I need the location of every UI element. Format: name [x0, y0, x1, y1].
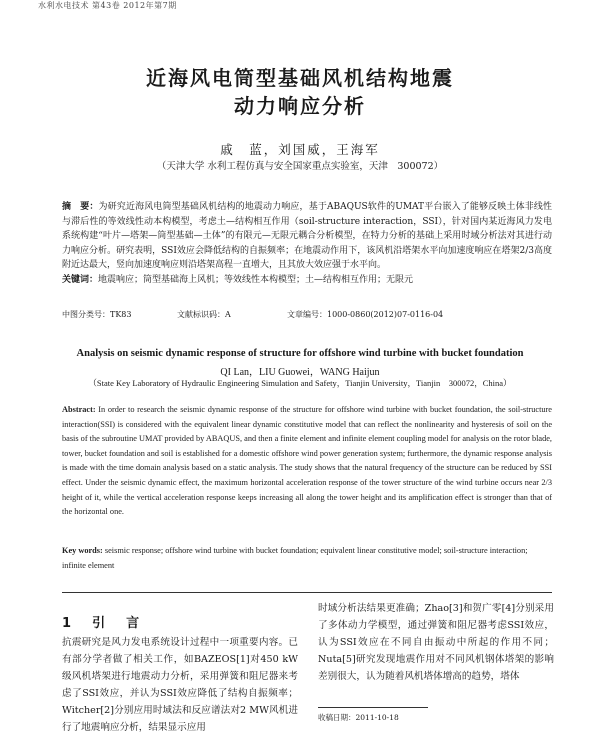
abstract-en-label: Abstract: — [62, 405, 96, 414]
footnote-received: 收稿日期：2011-10-18 — [318, 713, 399, 722]
document-code: 文献标识码：A — [177, 310, 231, 319]
keywords-cn-label: 关键词： — [62, 274, 99, 285]
paper-title-line2: 动力响应分析 — [234, 94, 366, 118]
keywords-en — [62, 544, 552, 573]
section-divider — [62, 592, 552, 593]
keywords-en-label: Key words: — [62, 546, 103, 555]
body-column-right: 时域分析法结果更准确；Zhao[3]和贺广零[4]分别采用了多体动力学模型，通过弹簧和阻尼器考虑SSI效应，认为SSI效应在不同自由振动中所起的作用不同；Nuta[5]研究发现地震作用对不同风机钢体塔架的影响差别很大，认为随着风机塔体增高的趋势，塔体 — [318, 603, 554, 682]
paper-title-line1: 近海风电筒型基础风机结构地震 — [146, 66, 454, 90]
paper-title-en: Analysis on seismic dynamic response of structure for offshore wind turbine with bucket foundation — [76, 348, 524, 359]
article-meta — [62, 309, 552, 321]
affiliation-en: （State Key Laboratory of Hydraulic Engineering Simulation and Safety，Tianjin University，Tianjin 300072，China） — [88, 378, 512, 388]
body-column-left: 抗震研究是风力发电系统设计过程中一项重要内容。已有部分学者做了相关工作，如BAZEOS[1]对450 kW级风机塔架进行地震动力分析，采用弹簧和阻尼器来考虑了SSI效应，并认为SSI效应降低了结构自振频率；Witcher[2]分别应用时域法和反应谱法对2 MW风机进行了地震响应分析，结果显示应用 — [62, 637, 298, 733]
keywords-cn-text: 地震响应；筒型基础海上风机；等效线性本构模型；土—结构相互作用；无限元 — [98, 274, 414, 285]
section-1-heading — [62, 612, 143, 631]
abstract-cn-label: 摘 要： — [62, 202, 99, 212]
section-1-title: 引 言 — [92, 616, 144, 631]
clc-number: 中图分类号：TK83 — [62, 310, 132, 319]
abstract-en — [62, 403, 552, 520]
affiliation-cn: （天津大学 水利工程仿真与安全国家重点实验室，天津 300072） — [156, 161, 444, 172]
authors-en: QI Lan，LIU Guowei，WANG Haijun — [220, 367, 380, 378]
abstract-cn — [62, 200, 552, 287]
article-number: 文章编号：1000-0860(2012)07-0116-04 — [287, 310, 444, 319]
section-1-number: 1 — [62, 616, 76, 631]
footnote-rule — [318, 707, 428, 708]
journal-header: 水利水电技术 第43卷 2012年第7期 — [38, 1, 177, 10]
abstract-en-text: In order to research the seismic dynamic response of the structure for offshore wind turbine with bucket foundation, the soil-structure interaction(SSI) is considered with the equivalent linear dynamic constitutive model that can reflect the nonlinearity and hysteresis of soil on the basis of the subroutine UMAT provided by ABAQUS, and then a finite element and infinite element coupling model for analysis on the rotor blade, tower, bucket foundation and soil is established for a domestic offshore wind power generation system; furthermore, the dynamic response analysis is made with the time domain analysis based on a static analysis. The study shows that the natural frequency of the structure can be reduced by SSI effect. Under the seismic dynamic effect, the maximum horizontal acceleration response of the tower structure of the wind turbine occurs near 2/3 height of it, while the vertical acceleration response keeps increasing all along the tower height and its amplification effect is stronger than that of the horizontal one. — [62, 405, 552, 517]
authors-cn: 戚 蓝，刘国威，王海军 — [220, 142, 380, 157]
keywords-en-text: seismic response; offshore wind turbine with bucket foundation; equivalent linear constitutive model; soil-structure interaction; infinite element — [62, 546, 528, 570]
abstract-cn-text: 为研究近海风电筒型基础风机结构的地震动力响应，基于ABAQUS软件的UMAT平台嵌入了能够反映土体非线性与滞后性的等效线性动本构模型，考虑土—结构相互作用（soil-structure interaction，SSI），针对国内某近海风力发电系统构建“叶片—塔架—筒型基础—土体”的有限元—无限元耦合分析模型，在特力分析的基础上采用时域分析法对其进行动力响应分析。研究表明，SSI效应会降低结构的自振频率；在地震动作用下，该风机沿塔架水平向加速度响应在塔架2/3高度附近达最大，竖向加速度响应则沿塔架高程一直增大，且其放大效应强于水平向。 — [62, 202, 552, 270]
